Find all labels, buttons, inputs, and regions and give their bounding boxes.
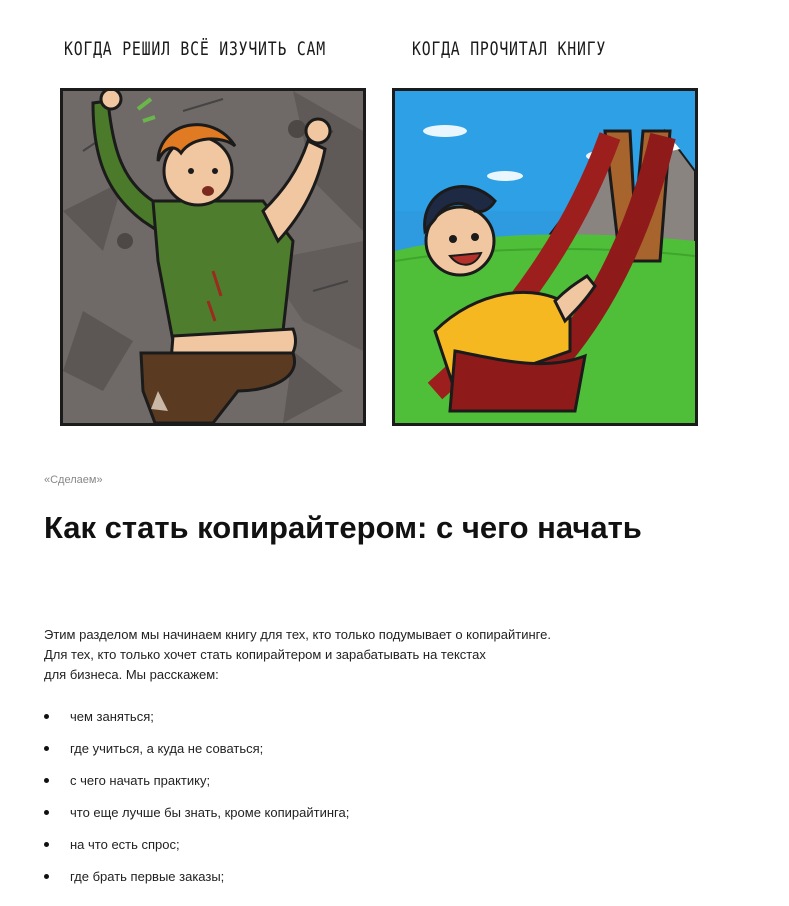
page-title: Как стать копирайтером: с чего начать — [44, 510, 642, 545]
list-item-text: что еще лучше бы знать, кроме копирайтинга; — [70, 805, 350, 820]
section-overline: «Сделаем» — [44, 474, 103, 486]
list-item — [44, 740, 744, 772]
list-item-text: где учиться, а куда не соваться; — [70, 741, 264, 756]
list-item — [44, 772, 744, 804]
climber-drawing — [63, 91, 363, 423]
comic-illustration — [0, 0, 789, 440]
list-item — [44, 868, 744, 900]
topics-list — [44, 708, 744, 900]
bullet-icon — [44, 746, 49, 751]
right-comic-panel — [392, 88, 698, 426]
list-item — [44, 836, 744, 868]
bullet-icon — [44, 714, 49, 719]
bullet-icon — [44, 842, 49, 847]
intro-line: Этим разделом мы начинаем книгу для тех, кто только подумывает о копирайтинге. — [44, 627, 551, 642]
list-item — [44, 708, 744, 740]
list-item-text: на что есть спрос; — [70, 837, 180, 852]
list-item — [44, 804, 744, 836]
list-item-text: где брать первые заказы; — [70, 869, 225, 884]
intro-line: Для тех, кто только хочет стать копирайтером и зарабатывать на текстах — [44, 647, 486, 662]
bullet-icon — [44, 778, 49, 783]
slingshot-drawing — [395, 91, 695, 423]
bullet-icon — [44, 810, 49, 815]
intro-line: для бизнеса. Мы расскажем: — [44, 667, 219, 682]
left-panel-caption: КОГДА РЕШИЛ ВСЁ ИЗУЧИТЬ САМ — [64, 38, 326, 60]
bullet-icon — [44, 874, 49, 879]
list-item-text: чем заняться; — [70, 709, 154, 724]
left-comic-panel — [60, 88, 366, 426]
right-panel-caption: КОГДА ПРОЧИТАЛ КНИГУ — [412, 38, 607, 60]
intro-paragraph — [44, 625, 744, 685]
list-item-text: с чего начать практику; — [70, 773, 211, 788]
